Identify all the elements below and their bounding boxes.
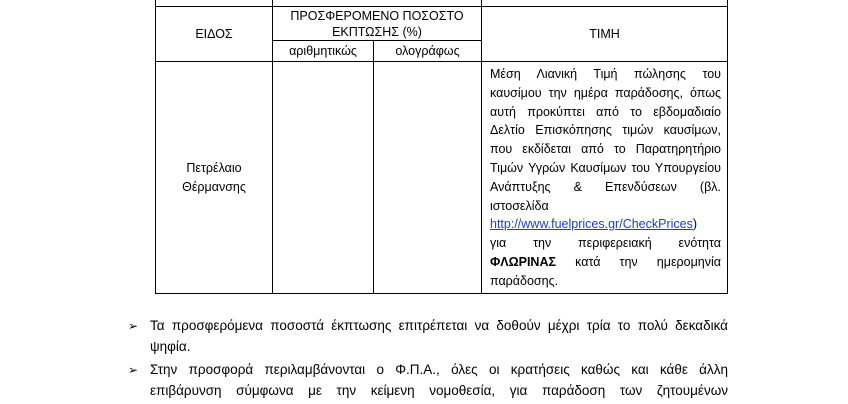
note-line: ψηφία. (150, 338, 191, 354)
table-row (156, 62, 728, 294)
region-suffix: κατά την ημερομηνία (556, 254, 721, 269)
price-line: Τιμών Υγρών Καυσίμων του Υπουργείου (490, 160, 721, 175)
price-line: παράδοσης. (490, 273, 559, 288)
note-line: Στην προσφορά περιλαμβάνονται ο Φ.Π.Α., όλες οι κρατήσεις καθώς και κάθε άλλη (150, 362, 728, 377)
header-item: ΕΙΔΟΣ (156, 7, 273, 62)
arrow-bullet-icon: ➢ (128, 363, 139, 377)
header-price: ΤΙΜΗ (482, 7, 728, 62)
item-line2: Θέρμανσης (182, 179, 246, 194)
price-line: Ανάπτυξης & Επενδύσεων (βλ. (490, 179, 721, 194)
subheader-numeric: αριθμητικώς (273, 41, 374, 62)
region-line (490, 253, 721, 272)
list-item (128, 316, 728, 357)
list-item (128, 360, 728, 401)
notes-list (128, 316, 728, 404)
arrow-bullet-icon: ➢ (128, 319, 139, 333)
price-line: που εκδίδεται από το Παρατηρητήριο (490, 142, 721, 157)
region-name: ΦΛΩΡΙΝΑΣ (490, 254, 556, 269)
discount-numeric-cell[interactable] (273, 62, 374, 294)
price-description-cell (482, 62, 728, 294)
note-line: επιβάρυνση σύμφωνα με την κείμενη νομοθεσία, για παράδοση των ζητουμένων (150, 382, 728, 398)
header-discount-line1: ΠΡΟΣΦΕΡΟΜΕΝΟ ΠΟΣΟΣΤΟ (290, 8, 464, 23)
fuelprices-link-line (490, 215, 721, 234)
price-line: ιστοσελίδα (490, 198, 549, 213)
header-discount (273, 7, 482, 41)
link-suffix: ) (692, 217, 698, 232)
price-line: αυτή προκύπτει από το εβδομαδιαίο (490, 104, 721, 119)
price-line: Μέση Λιανική Τιμή πώλησης του (490, 67, 721, 81)
item-line1: Πετρέλαιο (186, 160, 242, 175)
item-cell (156, 62, 273, 294)
table-header-row (156, 7, 728, 41)
fuelprices-link[interactable]: http://www.fuelprices.gr/CheckPrices (490, 217, 693, 232)
price-line: για την περιφερειακή ενότητα (490, 236, 721, 251)
note-line: Τα προσφερόμενα ποσοστά έκπτωσης επιτρέπεται να δοθούν μέχρι τρία το πολύ δεκαδικά (150, 318, 728, 333)
price-line: Δελτίο Επισκόπησης τιμών καυσίμων, (490, 123, 721, 138)
subheader-written: ολογράφως (374, 41, 482, 62)
discount-written-cell[interactable] (374, 62, 482, 294)
price-offer-table (155, 0, 728, 294)
header-discount-line2: ΕΚΠΤΩΣΗΣ (%) (332, 24, 422, 39)
price-line: καυσίμου την ημέρα παράδοσης, όπως (490, 85, 721, 100)
